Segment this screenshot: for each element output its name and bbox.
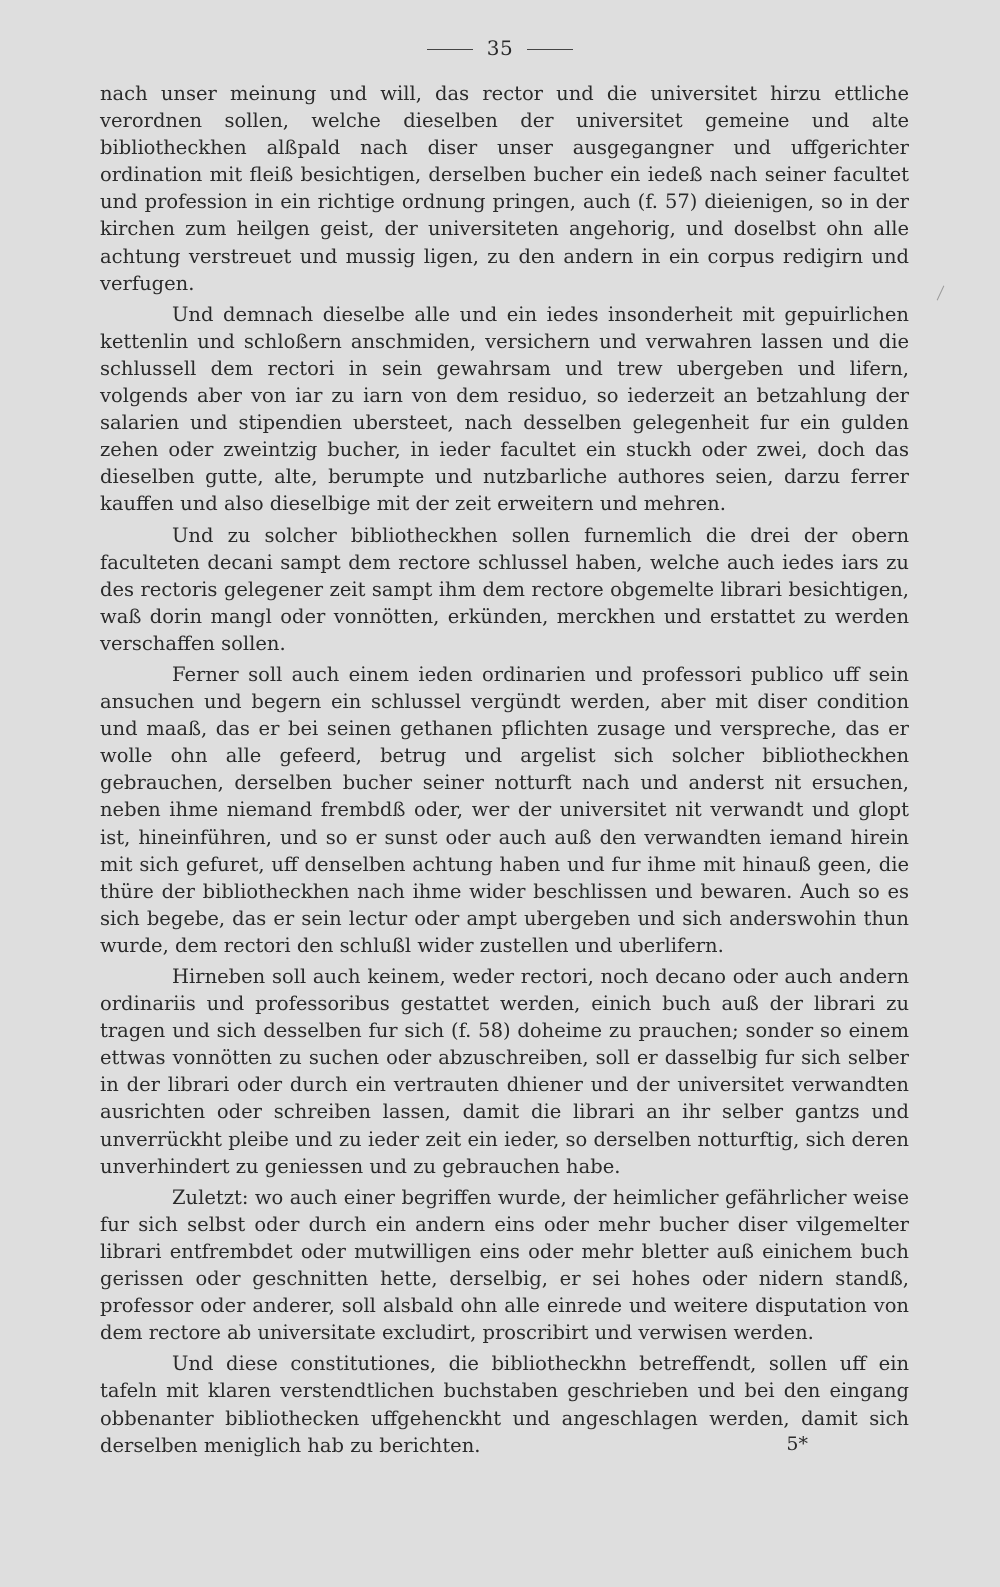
page-number: 35	[486, 36, 514, 60]
paragraph-5: Hirneben soll auch keinem, weder rectori, noch decano oder auch andern ordinariis und professoribus gestattet werden, einich buch auß der librari zu tragen und sich desselben fur sich (f. 58) doheime zu prauchen; sonder so einem ettwas vonnötten zu suchen oder abzuschreiben, soll er dasselbig fur sich selber in der librari oder durch ein vertrauten dhiener und der universitet verwandten ausrichten oder schreiben lassen, damit die librari an ihr selber gantzs und unverrückht pleibe und zu ieder zeit ein ieder, so derselben notturftig, sich deren unverhindert zu geniessen und zu gebrauchen habe.	[100, 965, 909, 1178]
body-text	[100, 80, 909, 1463]
signature-mark: 5*	[786, 1433, 808, 1455]
paragraph-1: nach unser meinung und will, das rector und die universitet hirzu ettliche verordnen sollen, welche dieselben der universitet gemeine und alte bibliotheckhen alßpald nach diser unser ausgegangner und uffgerichter ordination mit fleiß besichtigen, derselben bucher ein iedeß nach seiner facultet und profession in ein richtige ordnung pringen, auch (f. 57) dieienigen, so in der kirchen zum heilgen geist, der universiteten angehorig, und doselbst ohn alle achtung verstreuet und mussig ligen, zu den andern in ein corpus redigirn und verfugen.	[100, 82, 909, 295]
page-header	[0, 36, 1000, 60]
header-rule-left	[427, 49, 473, 50]
margin-scratch	[937, 286, 945, 301]
paragraph-2: Und demnach dieselbe alle und ein iedes insonderheit mit gepuirlichen kettenlin und schloßern anschmiden, versichern und verwahren lassen und die schlussell dem rectori in sein gewahrsam und trew ubergeben und lifern, volgends aber von iar zu iarn von dem residuo, so iederzeit an betzahlung der salarien und stipendien ubersteet, nach desselben gelegenheit fur ein gulden zehen oder zweintzig bucher, in ieder facultet ein stuckh oder zwei, doch das dieselben gutte, alte, berumpte und nutzbarliche authores seien, darzu ferrer kauffen und also dieselbige mit der zeit erweitern und mehren.	[100, 302, 909, 516]
paragraph-6: Zuletzt: wo auch einer begriffen wurde, der heimlicher gefährlicher weise fur sich selbst oder durch ein andern eins oder mehr bucher diser vilgemelter librari entfrembdet oder mutwilligen eins oder mehr bletter auß einichem buch gerissen oder geschnitten hette, derselbig, er sei hohes oder nidern standß, professor oder anderer, soll alsbald ohn alle einrede und weitere disputation von dem rectore ab universitate excludirt, proscribirt und verwisen werden.	[100, 1185, 909, 1345]
header-rule-right	[527, 49, 573, 50]
paragraph-7: Und diese constitutiones, die bibliotheckhn betreffendt, sollen uff ein tafeln mit klaren verstendtlichen buchstaben geschrieben und bei den eingang obbenanter bibliothecken uffgehenckht und angeschlagen werden, damit sich derselben meniglich hab zu berichten.	[100, 1352, 909, 1457]
paragraph-4: Ferner soll auch einem ieden ordinarien und professori publico uff sein ansuchen und begern ein schlussel vergündt werden, aber mit diser condition und maaß, das er bei seinen gethanen pflichten zusage und verspreche, das er wolle ohn alle gefeerd, betrug und argelist sich solcher bibliotheckhen gebrauchen, derselben bucher seiner notturft nach und anderst nit ersuchen, neben ihme niemand frembdß oder, wer der universitet nit verwandt und glopt ist, hineinführen, und so er sunst oder auch auß den verwandten iemand hirein mit sich gefuret, uff denselben achtung haben und fur ihme mit hinauß geen, die thüre der bibliotheckhen nach ihme wider beschlissen und bewaren. Auch so es sich begebe, das er sein lectur oder ampt ubergeben und sich anderswohin thun wurde, dem rectori den schlußl wider zustellen und uberlifern.	[100, 662, 909, 957]
paragraph-3: Und zu solcher bibliotheckhen sollen furnemlich die drei der obern facultеten decani sampt dem rectore schlussel haben, welche auch iedes iars zu des rectoris gelegener zeit sampt ihm dem rectore obgemelte librari besichtigen, waß dorin mangl oder vonnötten, erkünden, merckhen und erstattet zu werden verschaffen sollen.	[100, 523, 909, 655]
